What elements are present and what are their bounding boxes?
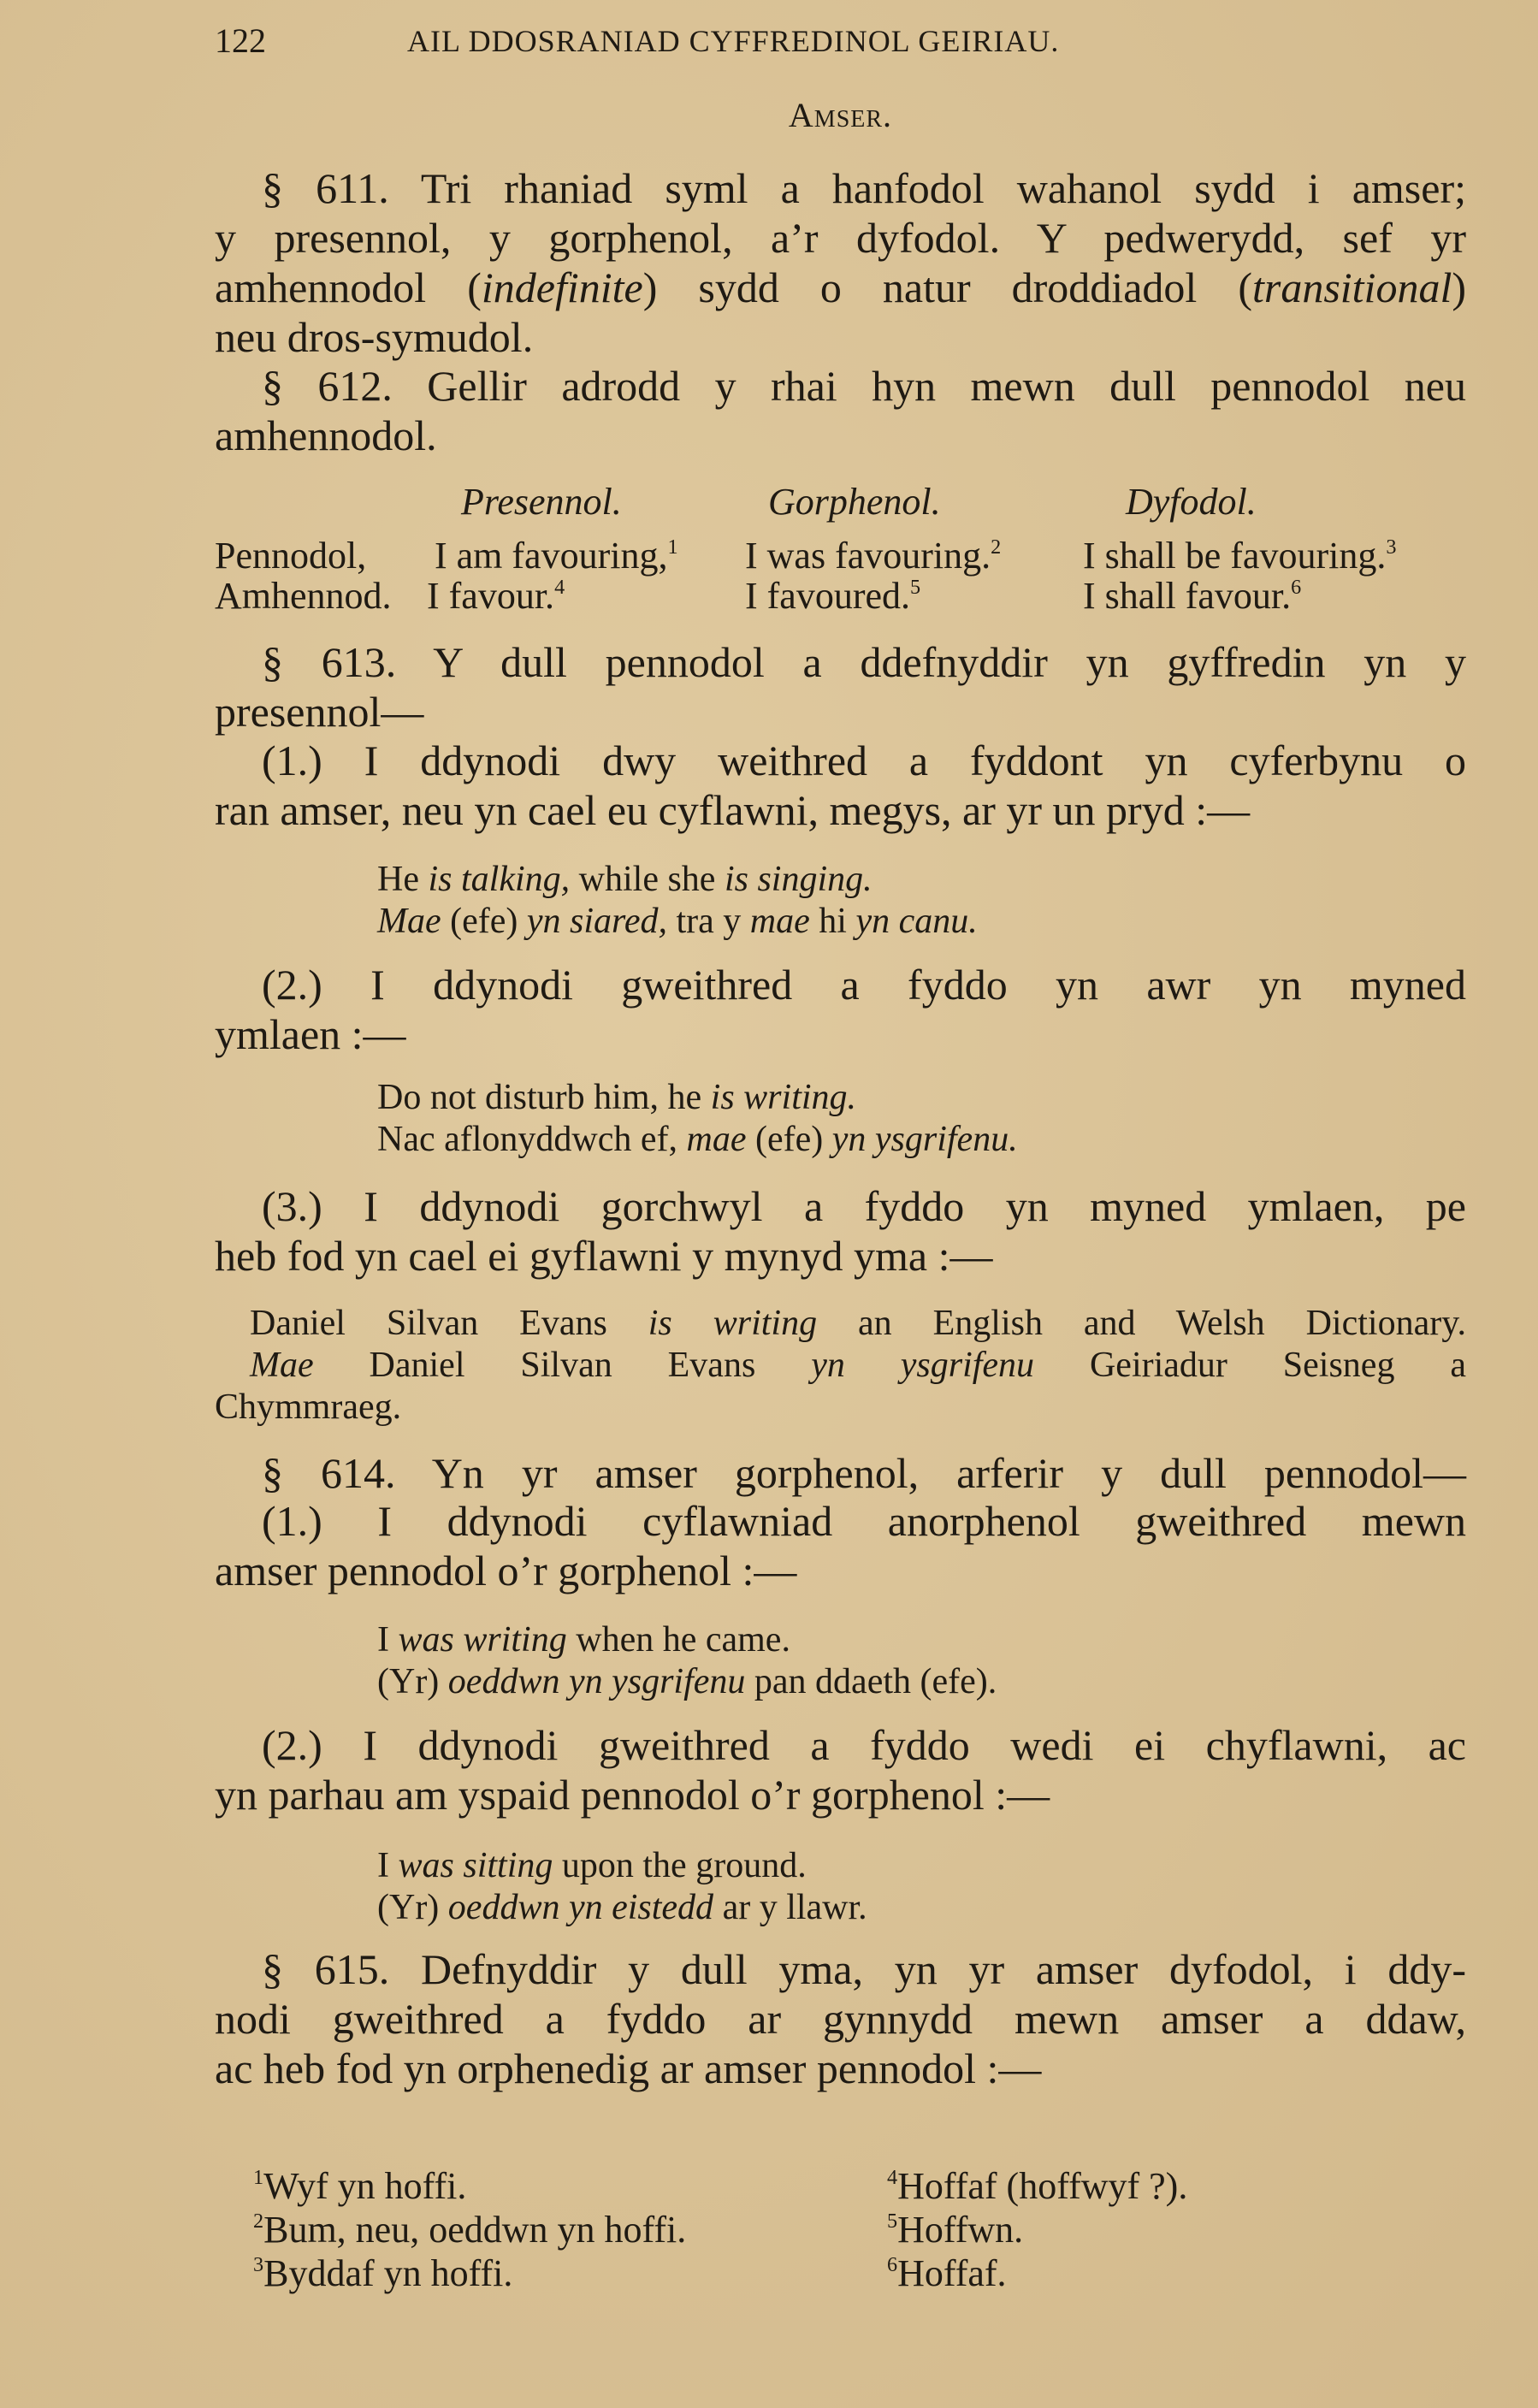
text-run: Byddaf yn hoffi. [263, 2252, 513, 2294]
text-line [253, 2164, 686, 2208]
text-line [377, 1077, 1404, 1119]
footnote-marker: 4 [554, 576, 565, 600]
text-run: Bum, neu, oeddwn yn hoffi. [263, 2209, 687, 2251]
italic-text: oeddwn yn eistedd [447, 1888, 714, 1927]
footnote-marker: 2 [253, 2210, 264, 2233]
text-run: ac heb fod yn orphenedig ar amser pennodol :— [215, 2044, 1042, 2092]
text-line [215, 1994, 1466, 2044]
italic-text: indefinite [481, 263, 643, 311]
paragraph-613-3 [215, 1181, 1466, 1281]
text-run: hi [809, 902, 856, 941]
italic-text: transitional [1251, 263, 1452, 311]
table-cell [745, 535, 1001, 576]
text-line [887, 2251, 1187, 2295]
text-run: while she [570, 860, 725, 899]
footnote-marker: 4 [887, 2166, 898, 2190]
text-run: amser pennodol o’r gorphenol :— [215, 1547, 797, 1594]
italic-text: yn siared, [526, 902, 667, 941]
column-header-gorphenol: Gorphenol. [768, 481, 941, 523]
text-run: tra y [666, 902, 750, 941]
text-run: (Yr) [377, 1662, 448, 1701]
page-number: 122 [215, 21, 266, 60]
example-block [377, 1619, 1404, 1703]
italic-text: is talking, [428, 860, 571, 899]
text-line [377, 1845, 1404, 1887]
row-label: Amhennod. [215, 575, 392, 617]
text-line [215, 1181, 1466, 1231]
paragraph-611 [215, 163, 1466, 362]
text-line [215, 2044, 1466, 2093]
italic-text: is writing. [710, 1078, 857, 1117]
text-line [215, 1944, 1466, 1994]
text-line [215, 1387, 1466, 1429]
text-run: Daniel Silvan Evans [250, 1304, 648, 1343]
text-run: heb fod yn cael ei gyflawni y mynyd yma :— [215, 1232, 993, 1280]
text-line [215, 1448, 1466, 1498]
text-run: § 614. Yn yr amser gorphenol, arferir y dull pennodol— [262, 1449, 1466, 1497]
text-line [215, 1720, 1466, 1770]
italic-text: is singing. [724, 860, 873, 899]
text-run: yn parhau am yspaid pennodol o’r gorphenol :— [215, 1771, 1050, 1819]
footnote-marker: 3 [1386, 535, 1397, 559]
text-run: I shall be favouring. [1083, 535, 1387, 577]
footnote-marker: 5 [887, 2210, 898, 2233]
text-run: nodi gweithred a fyddo ar gynnydd mewn amser a ddaw, [215, 1995, 1466, 2043]
example-block [377, 1845, 1404, 1929]
text-run: when he came. [566, 1620, 790, 1660]
text-run: (1.) I ddynodi cyflawniad anorphenol gweithred mewn [262, 1497, 1466, 1545]
running-title: AIL DDOSRANIAD CYFFREDINOL GEIRIAU. [407, 24, 1060, 58]
text-run: Hoffaf. [897, 2252, 1007, 2294]
text-line [215, 1546, 1466, 1595]
text-line [215, 263, 1466, 312]
text-run: ymlaen :— [215, 1010, 406, 1058]
footnotes-left [253, 2164, 686, 2295]
text-line [215, 785, 1466, 835]
text-run: (3.) I ddynodi gorchwyl a fyddo yn myned ymlaen, pe [262, 1182, 1466, 1230]
text-line [377, 1119, 1404, 1161]
paragraph-613 [215, 637, 1466, 737]
footnote-marker: 2 [991, 535, 1002, 559]
text-line [215, 1303, 1466, 1345]
footnote-marker: 1 [667, 535, 678, 559]
italic-text: Mae [377, 902, 441, 941]
text-run: Geiriadur Seisneg a [1034, 1346, 1466, 1385]
table-cell [1083, 535, 1396, 576]
text-line [887, 2208, 1187, 2251]
paragraph-614-2 [215, 1720, 1466, 1819]
italic-text: mae [749, 902, 810, 941]
text-run: I am favouring, [435, 535, 668, 577]
text-run: § 615. Defnyddir y dull yma, yn yr amser dyfodol, i ddy- [262, 1945, 1466, 1993]
paragraph-613-2 [215, 960, 1466, 1059]
footnote-marker: 6 [887, 2253, 898, 2277]
text-line [253, 2251, 686, 2295]
italic-text: is writing [648, 1304, 818, 1343]
footnote-marker: 5 [910, 576, 921, 600]
row-label: Pennodol, [215, 535, 367, 577]
text-run: (1.) I ddynodi dwy weithred a fyddont yn cyferbynu o [262, 737, 1466, 784]
text-line [215, 637, 1466, 687]
footnote-marker: 6 [1291, 576, 1302, 600]
text-line [215, 312, 1466, 362]
footnote-marker: 1 [253, 2166, 264, 2190]
text-line [215, 687, 1466, 737]
text-run: Nac aflonyddwch ef, [377, 1120, 687, 1159]
paragraph-615 [215, 1944, 1466, 2093]
text-run: neu dros-symudol. [215, 313, 534, 361]
italic-text: Mae [250, 1346, 314, 1385]
text-run: ) sydd o natur droddiadol ( [642, 263, 1252, 311]
text-run: amhennodol. [215, 411, 437, 459]
text-run: Hoffwn. [897, 2209, 1024, 2251]
footnotes-right [887, 2164, 1187, 2295]
text-run: I favour. [427, 575, 555, 617]
text-run: § 613. Y dull pennodol a ddefnyddir yn gyffredin yn y [262, 638, 1466, 686]
text-run: upon the ground. [553, 1846, 807, 1885]
italic-text: yn ysgrifenu [811, 1346, 1035, 1385]
text-run: Do not disturb him, he [377, 1078, 711, 1117]
text-line [215, 1345, 1466, 1387]
text-line [377, 859, 1404, 901]
text-line [215, 213, 1466, 263]
italic-text: mae [686, 1120, 747, 1159]
example-block [377, 859, 1404, 943]
text-run: (Yr) [377, 1888, 448, 1927]
text-run: § 612. Gellir adrodd y rhai hyn mewn dull pennodol neu [262, 362, 1466, 410]
footnote-marker: 3 [253, 2253, 264, 2277]
text-line [215, 1009, 1466, 1059]
italic-text: yn canu. [855, 902, 978, 941]
text-line [377, 1619, 1404, 1661]
text-run: ran amser, neu yn cael eu cyflawni, megys, ar yr un pryd :— [215, 786, 1251, 834]
text-line [215, 1770, 1466, 1819]
text-run: an English and Welsh Dictionary. [817, 1304, 1466, 1343]
italic-text: was writing [398, 1620, 567, 1660]
text-run: He [377, 860, 429, 899]
text-line [215, 960, 1466, 1009]
text-run: Hoffaf (hoffwyf ?). [897, 2165, 1188, 2207]
text-run: (efe) [746, 1120, 832, 1159]
column-header-presennol: Presennol. [461, 481, 622, 523]
text-line [887, 2164, 1187, 2208]
italic-text: oeddwn yn ysgrifenu [447, 1662, 746, 1701]
text-run: (2.) I ddynodi gweithred a fyddo yn awr yn myned [262, 961, 1466, 1009]
section-title: Amser. [788, 96, 893, 134]
table-cell [1083, 576, 1301, 616]
running-header [215, 17, 1466, 65]
text-run: I [377, 1620, 399, 1660]
italic-text: was sitting [398, 1846, 553, 1885]
text-run: I shall favour. [1083, 575, 1292, 617]
text-run: Chymmraeg. [215, 1387, 402, 1427]
example-block [215, 1303, 1466, 1429]
text-run: ar y llawr. [713, 1888, 867, 1927]
text-line [215, 1231, 1466, 1281]
italic-text: yn ysgrifenu. [831, 1120, 1018, 1159]
text-run: Daniel Silvan Evans [313, 1346, 812, 1385]
text-run: Wyf yn hoffi. [263, 2165, 467, 2207]
paragraph-614-1 [215, 1496, 1466, 1595]
text-run: I favoured. [745, 575, 911, 617]
text-line [215, 736, 1466, 785]
text-run: presennol— [215, 688, 424, 736]
text-run: ) [1452, 263, 1466, 311]
text-line [253, 2208, 686, 2251]
paragraph-613-1 [215, 736, 1466, 835]
text-run: (2.) I ddynodi gweithred a fyddo wedi ei chyflawni, ac [262, 1721, 1466, 1769]
table-cell [427, 576, 565, 616]
table-cell [435, 535, 678, 576]
column-header-dyfodol: Dyfodol. [1126, 481, 1257, 523]
text-run: pan ddaeth (efe). [745, 1662, 997, 1701]
text-run: I [377, 1846, 399, 1885]
text-run: § 611. Tri rhaniad syml a hanfodol wahanol sydd i amser; [262, 164, 1466, 212]
text-line [215, 411, 1466, 460]
example-block [377, 1077, 1404, 1161]
text-run: (efe) [441, 902, 527, 941]
text-line [377, 1887, 1404, 1929]
text-run: amhennodol ( [215, 263, 482, 311]
table-cell [745, 576, 920, 616]
text-line [377, 1661, 1404, 1703]
text-line [215, 361, 1466, 411]
paragraph-612 [215, 361, 1466, 460]
paragraph-614 [215, 1448, 1466, 1498]
text-run: y presennol, y gorphenol, a’r dyfodol. Y pedwerydd, sef yr [215, 214, 1466, 262]
text-run: I was favouring. [745, 535, 991, 577]
text-line [377, 901, 1404, 943]
text-line [215, 163, 1466, 213]
text-line [215, 1496, 1466, 1546]
